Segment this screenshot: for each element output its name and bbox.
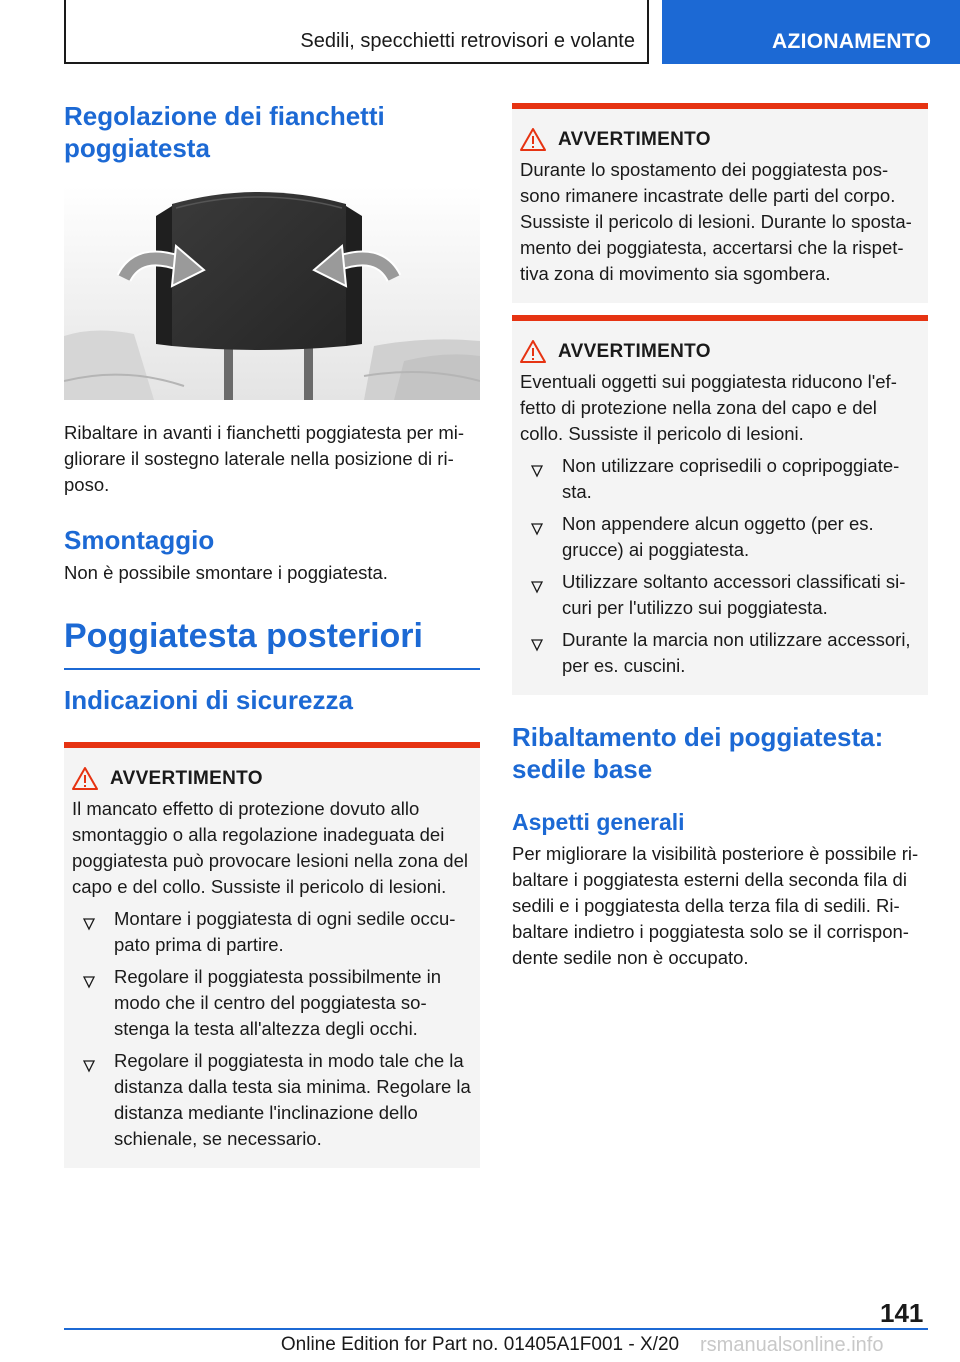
warning-box-objects (512, 315, 928, 695)
warning-box-movement (512, 103, 928, 303)
warning-list (520, 453, 920, 679)
main-heading-poggiatesta-posteriori: Poggiatesta posteriori (64, 617, 423, 655)
list-item (72, 906, 472, 958)
list-item-text: Non appendere alcun oggetto (per es. grucce) ai poggiatesta. (562, 513, 874, 560)
smontaggio-text: Non è possibile smontare i poggiatesta. (64, 562, 388, 583)
list-item-text: Regolare il poggiatesta in modo tale che la distanza dalla testa sia minima. Regolare la distanza mediante l'inclinazione dello schienale, se necessario. (114, 1050, 471, 1149)
list-item (520, 453, 920, 505)
list-item (520, 627, 920, 679)
list-item-text: Utilizzare soltanto accessori classificati sicuri per l'utilizzo sui poggiatesta. (562, 571, 906, 618)
warning-title: AVVERTIMENTO (558, 341, 711, 362)
section-title-sicurezza: Indicazioni di sicurezza (64, 685, 353, 715)
list-item (72, 964, 472, 1042)
warning-title: AVVERTIMENTO (110, 768, 263, 789)
warning-title: AVVERTIMENTO (558, 129, 711, 150)
header-section-box (64, 0, 649, 64)
list-item-text: Regolare il poggiatesta possibilmente in modo che il centro del poggiatesta sostenga la testa all'altezza degli occhi. (114, 966, 442, 1039)
triangle-bullet-icon (530, 459, 544, 473)
header-chapter-tab (662, 0, 960, 64)
triangle-bullet-icon (530, 575, 544, 589)
triangle-bullet-icon (530, 633, 544, 647)
list-item-text: Non utilizzare coprisedili o copripoggiatesta. (562, 455, 900, 502)
section-title-ribaltamento: Ribaltamento dei poggiatesta: sedile base (512, 722, 884, 784)
aspetti-generali-text: Per migliorare la visibilità posteriore è possibile ribaltare i poggiatesta esterni della seconda fila di sedili e i poggiatesta della terza fila di sedili. Ribaltare indietro i poggiatesta solo se il corrispondente sedile non è occupato. (512, 843, 919, 968)
warning-list (72, 906, 472, 1152)
list-item-text: Montare i poggiatesta di ogni sedile occupato prima di partire. (114, 908, 456, 955)
header-chapter-label: AZIONAMENTO (772, 30, 932, 53)
warning-triangle-icon (520, 339, 546, 365)
triangle-bullet-icon (82, 970, 96, 984)
footer-edition: Online Edition for Part no. 01405A1F001 - X/20 (280, 1334, 680, 1355)
warning-text: Durante lo spostamento dei poggiatesta possono rimanere incastrate delle parti del corpo. Sussiste il pericolo di lesioni. Durante lo spostamento dei poggiatesta, accertarsi che la rispettiva zona di movimento sia sgombera. (520, 159, 912, 284)
section-title-fianchetti: Regolazione dei fianchetti poggiatesta (64, 101, 385, 163)
warning-text: Eventuali oggetti sui poggiatesta riducono l'effetto di protezione nella zona del capo e del collo. Sussiste il pericolo di lesioni. (520, 371, 897, 444)
page-number: 141 (880, 1298, 924, 1328)
right-column (512, 103, 928, 971)
section-title-aspetti-generali: Aspetti generali (512, 809, 685, 835)
warning-box-safety (64, 742, 480, 1168)
list-item-text: Durante la marcia non utilizzare accessori, per es. cuscini. (562, 629, 911, 676)
headrest-illustration (64, 186, 480, 400)
left-column (64, 100, 480, 1168)
triangle-bullet-icon (530, 517, 544, 531)
list-item (520, 511, 920, 563)
list-item (520, 569, 920, 621)
watermark: rsmanualsonline.info (700, 1334, 884, 1356)
triangle-bullet-icon (82, 912, 96, 926)
caption-fianchetti: Ribaltare in avanti i fianchetti poggiatesta per migliorare il sostegno laterale nella posizione di riposo. (64, 422, 465, 495)
warning-text: Il mancato effetto di protezione dovuto allo smontaggio o alla regolazione inadeguata dei poggiatesta può provocare lesioni nella zona del capo e del collo. Sussiste il pericolo di lesioni. (72, 798, 468, 897)
section-title-smontaggio: Smontaggio (64, 525, 215, 555)
warning-triangle-icon (520, 127, 546, 153)
footer-rule (64, 1328, 928, 1330)
header-section-title: Sedili, specchietti retrovisori e volante (300, 30, 635, 52)
warning-triangle-icon (72, 766, 98, 792)
triangle-bullet-icon (82, 1054, 96, 1068)
heading-rule (64, 668, 480, 670)
list-item (72, 1048, 472, 1152)
